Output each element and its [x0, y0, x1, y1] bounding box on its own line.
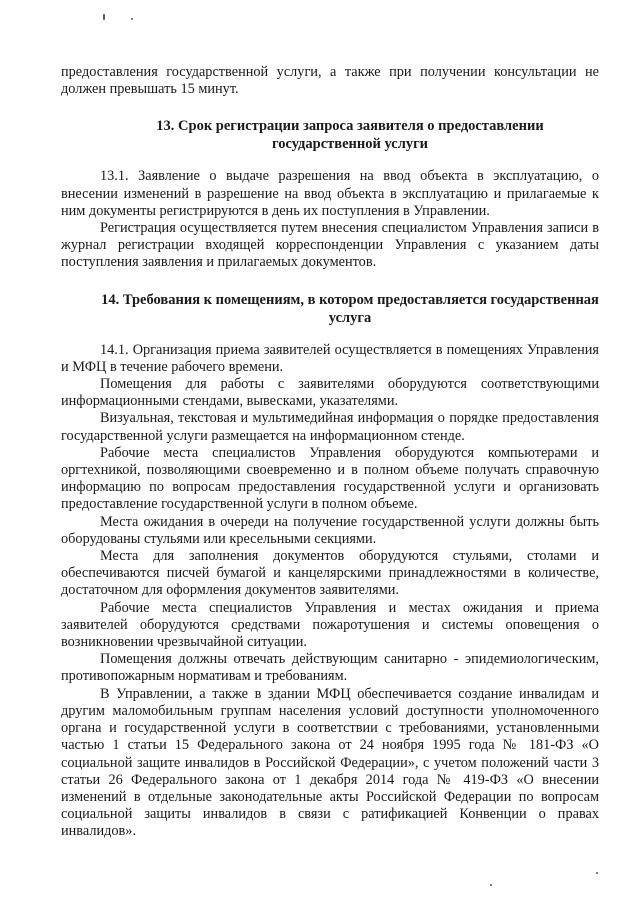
scan-speck — [103, 14, 105, 20]
scan-speck — [490, 884, 492, 886]
paragraph-sanitary: Помещения должны отвечать действующим санитарно - эпидемиологическим, противопожарным нормативам и требованиям. — [61, 651, 599, 685]
paragraph-fire-safety: Рабочие места специалистов Управления и местах ожидания и приема заявителей оборудуются средствами пожаротушения и системы оповещения о возникновении чрезвычайной ситуации. — [61, 599, 599, 651]
paragraph-14-1: 14.1. Организация приема заявителей осуществляется в помещениях Управления и МФЦ в течение рабочего времени. — [61, 341, 599, 375]
section-14-heading: 14. Требования к помещениям, в котором предоставляется государственная услуга — [101, 291, 599, 326]
paragraph-form-filling: Места для заполнения документов оборудуются стульями, столами и обеспечиваются писчей бумагой и канцелярскими принадлежностями в количестве, достаточном для оформления документов заявителями. — [61, 548, 599, 599]
paragraph-visual-info: Визуальная, текстовая и мультимедийная информация о порядке предоставления государственной услуги размещается на информационном стенде. — [61, 410, 599, 444]
paragraph-workplaces: Рабочие места специалистов Управления оборудуются компьютерами и оргтехникой, позволяющими своевременно и в полном объеме получать справочную информацию по вопросам предоставления государственной услуги и организовать предоставление государственной услуги в полном объеме. — [61, 444, 599, 513]
paragraph-premises: Помещения для работы с заявителями оборудуются соответствующими информационными стендами, вывесками, указателями. — [61, 376, 599, 410]
scan-speck — [596, 872, 598, 874]
paragraph-accessibility: В Управлении, а также в здании МФЦ обеспечивается создание инвалидам и другим маломобильным группам населения условий доступности уполномоченного органа и государственной услуги в соответствии с требованиями, установленными частью 1 статьи 15 Федерального закона от 24 ноября 1995 года № 181-ФЗ «О социальной защите инвалидов в Российской Федерации», с учетом положений части 3 статьи 26 Федерального закона от 1 декабря 2014 года № 419-ФЗ «О внесении изменений в отдельные законодательные акты Российской Федерации по вопросам социальной защиты инвалидов в связи с ратификацией Конвенции о правах инвалидов». — [61, 685, 599, 840]
scan-speck — [131, 18, 133, 20]
section-13-heading: 13. Срок регистрации запроса заявителя о предоставлении государственной услуги — [156, 118, 544, 153]
intro-paragraph: предоставления государственной услуги, а также при получении консультации не должен превышать 15 минут. — [61, 64, 599, 98]
paragraph-registration: Регистрация осуществляется путем внесения специалистом Управления записи в журнал регистрации входящей корреспонденции Управления с указанием даты поступления заявления и прилагаемых документов. — [61, 220, 599, 271]
document-body — [61, 64, 599, 841]
paragraph-waiting-areas: Места ожидания в очереди на получение государственной услуги должны быть оборудованы стульями или кресельными секциями. — [61, 513, 599, 547]
paragraph-13-1: 13.1. Заявление о выдаче разрешения на ввод объекта в эксплуатацию, о внесении изменений в разрешение на ввод объекта в эксплуатацию и прилагаемые к ним документы регистрируются в день их поступления в Управлении. — [61, 168, 599, 219]
